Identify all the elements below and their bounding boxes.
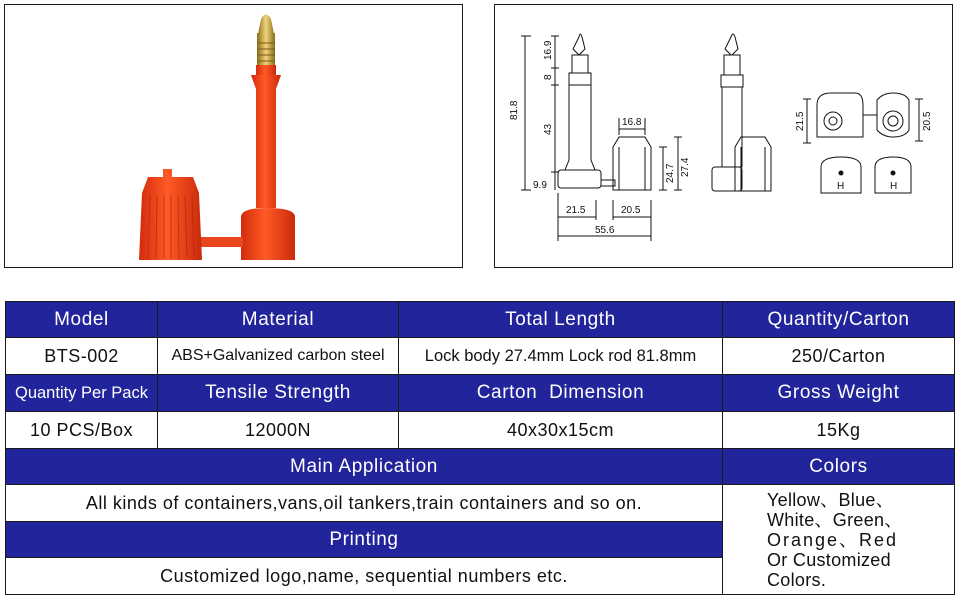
rod-base-outline <box>558 170 601 188</box>
mark-h-b: H <box>890 181 898 192</box>
value-colors <box>722 484 955 595</box>
dim-16-9: 16.9 <box>543 40 554 60</box>
dim-27-4: 27.4 <box>680 157 691 177</box>
dim-9-9: 9.9 <box>533 180 547 191</box>
dim-20-5-a: 20.5 <box>621 205 641 216</box>
colors-list <box>767 490 903 590</box>
header-material: Material <box>157 301 399 338</box>
dim-21-5-b: 21.5 <box>795 111 806 131</box>
value-printing: Customized logo,name, sequential numbers etc. <box>5 557 723 595</box>
header-main-application: Main Application <box>5 448 723 485</box>
bolt-seal-photo <box>5 5 462 267</box>
dim-55-6: 55.6 <box>595 225 615 236</box>
value-tensile-strength: 12000N <box>157 411 399 449</box>
header-carton-dimension: Carton Dimension <box>398 374 723 412</box>
strap <box>201 237 243 247</box>
header-quantity-carton: Quantity/Carton <box>722 301 955 338</box>
colors-line: White、Green、 <box>767 509 903 530</box>
spec-table <box>5 301 955 595</box>
header-total-length: Total Length <box>398 301 723 338</box>
technical-drawing-panel <box>494 4 953 268</box>
header-model: Model <box>5 301 158 338</box>
colors-line: Colors. <box>767 569 827 590</box>
value-gross-weight: 15Kg <box>722 411 955 449</box>
header-colors: Colors <box>722 448 955 485</box>
value-main-application: All kinds of containers,vans,oil tankers,train containers and so on. <box>5 484 723 522</box>
header-quantity-per-pack: Quantity Per Pack <box>5 374 158 412</box>
value-quantity-per-pack: 10 PCS/Box <box>5 411 158 449</box>
value-model: BTS-002 <box>5 337 158 375</box>
dim-16-8: 16.8 <box>622 117 642 128</box>
colors-line: Yellow、Blue、 <box>767 489 894 510</box>
dim-20-5-b: 20.5 <box>922 111 933 131</box>
value-carton-dimension: 40x30x15cm <box>398 411 723 449</box>
header-tensile-strength: Tensile Strength <box>157 374 399 412</box>
dim-21-5-a: 21.5 <box>566 205 586 216</box>
rod-base <box>241 208 295 260</box>
header-printing: Printing <box>5 521 723 558</box>
colors-line: Orange、Red <box>767 529 899 550</box>
dim-43: 43 <box>543 123 554 135</box>
dim-24-7: 24.7 <box>665 163 676 183</box>
product-photo-panel <box>4 4 463 268</box>
value-material: ABS+Galvanized carbon steel <box>157 337 399 375</box>
dim-81-8: 81.8 <box>509 100 520 120</box>
value-quantity-carton: 250/Carton <box>722 337 955 375</box>
mark-h-a: H <box>837 181 845 192</box>
dim-8: 8 <box>543 74 554 80</box>
colors-line: Or Customized <box>767 549 891 570</box>
rod-tip-outline <box>573 34 585 55</box>
value-total-length: Lock body 27.4mm Lock rod 81.8mm <box>398 337 723 375</box>
header-gross-weight: Gross Weight <box>722 374 955 412</box>
assembled-tip-outline <box>725 34 738 55</box>
lock-rod <box>251 75 281 208</box>
dimension-drawing <box>495 5 952 267</box>
